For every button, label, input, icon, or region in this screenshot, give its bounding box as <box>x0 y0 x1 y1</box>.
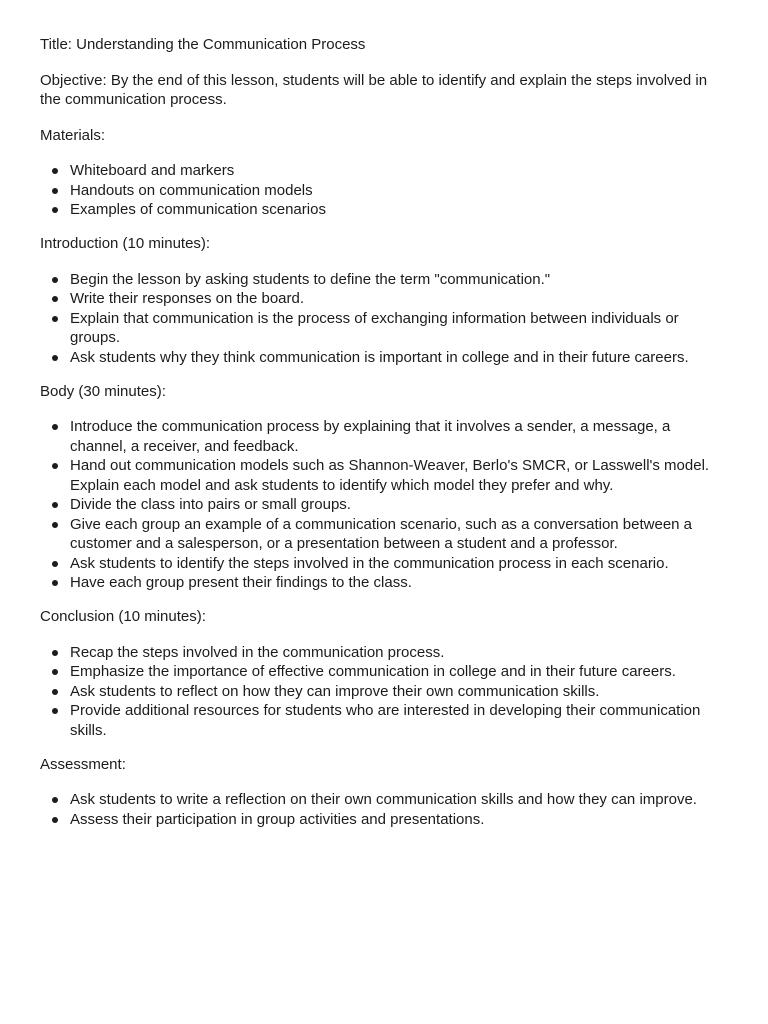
bullet-list-assessment <box>40 790 726 829</box>
bullet-dot-icon <box>52 817 58 823</box>
list-item <box>70 200 726 220</box>
list-item <box>70 643 726 663</box>
section-heading-materials: Materials: <box>40 126 106 144</box>
bullet-dot-icon <box>52 580 58 586</box>
list-item <box>70 495 726 515</box>
bullet-dot-icon <box>52 463 58 469</box>
list-item <box>70 662 726 682</box>
bullet-list-body <box>40 417 726 593</box>
lesson-sections <box>40 126 726 830</box>
bullet-dot-icon <box>52 277 58 283</box>
bullet-dot-icon <box>52 207 58 213</box>
lesson-objective: Objective: By the end of this lesson, students will be able to identify and explain the steps involved in the communication process. <box>40 71 708 108</box>
bullet-dot-icon <box>52 650 58 656</box>
list-item-text: Have each group present their findings to the class. <box>70 574 412 591</box>
bullet-dot-icon <box>52 424 58 430</box>
list-item <box>70 417 726 456</box>
list-item-text: Hand out communication models such as Shannon-Weaver, Berlo's SMCR, or Lasswell's model. Explain each model and ask students to identify which model they prefer and why. <box>70 457 710 494</box>
section-heading-assessment: Assessment: <box>40 755 126 773</box>
list-item <box>70 348 726 368</box>
list-item <box>70 573 726 593</box>
section-heading-conclusion: Conclusion (10 minutes): <box>40 608 206 625</box>
list-item-text: Ask students to identify the steps involved in the communication process in each scenario. <box>70 554 669 572</box>
list-item-text: Whiteboard and markers <box>70 162 235 179</box>
bullet-dot-icon <box>52 316 58 322</box>
list-item <box>70 289 726 309</box>
list-item-text: Examples of communication scenarios <box>70 201 326 218</box>
list-item-text: Ask students to reflect on how they can improve their own communication skills. <box>70 682 600 700</box>
list-item-text: Handouts on communication models <box>70 181 313 199</box>
lesson-title: Title: Understanding the Communication Process <box>40 36 366 53</box>
bullet-dot-icon <box>52 502 58 508</box>
bullet-list-introduction <box>40 270 726 368</box>
list-item <box>70 682 726 702</box>
list-item-text: Recap the steps involved in the communication process. <box>70 643 445 661</box>
list-item-text: Provide additional resources for students who are interested in developing their communication skills. <box>70 702 701 739</box>
bullet-list-conclusion <box>40 643 726 741</box>
list-item-text: Introduce the communication process by explaining that it involves a sender, a message, a channel, a receiver, and feedback. <box>70 418 671 455</box>
bullet-list-materials <box>40 161 726 220</box>
list-item <box>70 515 726 554</box>
bullet-dot-icon <box>52 522 58 528</box>
list-item-text: Emphasize the importance of effective communication in college and in their future careers. <box>70 663 676 680</box>
list-item-text: Assess their participation in group activities and presentations. <box>70 810 485 828</box>
list-item <box>70 181 726 201</box>
list-item <box>70 161 726 181</box>
list-item <box>70 270 726 290</box>
list-item <box>70 554 726 574</box>
bullet-dot-icon <box>52 296 58 302</box>
bullet-dot-icon <box>52 669 58 675</box>
list-item-text: Ask students to write a reflection on their own communication skills and how they can improve. <box>70 791 697 808</box>
bullet-dot-icon <box>52 188 58 194</box>
list-item-text: Give each group an example of a communication scenario, such as a conversation between a customer and a salesperson, or a presentation between a student and a professor. <box>70 515 693 552</box>
list-item-text: Write their responses on the board. <box>70 290 305 307</box>
list-item <box>70 810 726 830</box>
bullet-dot-icon <box>52 561 58 567</box>
list-item <box>70 701 726 740</box>
bullet-dot-icon <box>52 797 58 803</box>
list-item-text: Begin the lesson by asking students to define the term "communication." <box>70 270 551 288</box>
list-item-text: Explain that communication is the process of exchanging information between individuals or groups. <box>70 309 679 346</box>
section-heading-introduction: Introduction (10 minutes): <box>40 235 211 252</box>
list-item <box>70 790 726 810</box>
list-item <box>70 456 726 495</box>
section-heading-body: Body (30 minutes): <box>40 382 166 400</box>
list-item-text: Divide the class into pairs or small groups. <box>70 496 351 513</box>
bullet-dot-icon <box>52 689 58 695</box>
bullet-dot-icon <box>52 355 58 361</box>
list-item-text: Ask students why they think communication is important in college and in their future careers. <box>70 348 689 366</box>
bullet-dot-icon <box>52 708 58 714</box>
bullet-dot-icon <box>52 168 58 174</box>
lesson-plan-document <box>40 35 726 844</box>
list-item <box>70 309 726 348</box>
